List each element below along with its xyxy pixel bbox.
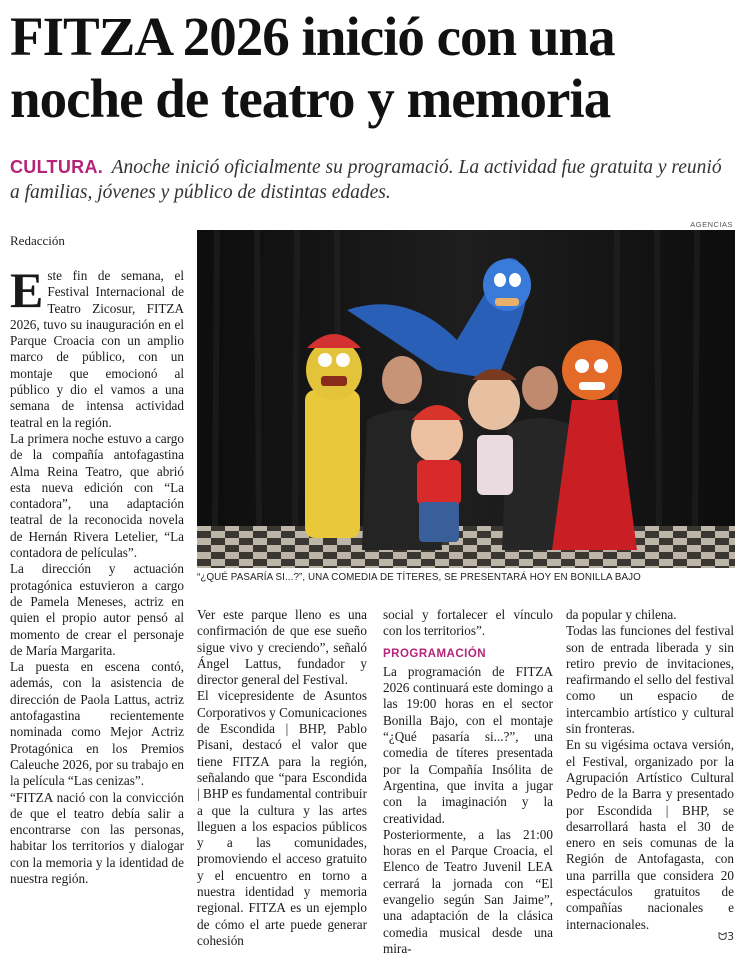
byline: Redacción [10, 233, 65, 248]
photo-credit: AGENCIAS [690, 220, 733, 229]
paragraph-6: Ver este parque lleno es una confirmación de que ese sueño sigue vivo y creciendo”, señaló Ángel Lattus, fundador y director general del Festival. [197, 607, 367, 688]
paragraph-8: social y fortalecer el vínculo con los territorios”. [383, 607, 553, 639]
paragraph-13: En su vigésima octava versión, el Festival, organizado por la Agrupación Artístico Cultural Pedro de la Barra y presentado por Escondida | BHP, se desarrollará hasta el 30 de enero en seis comunas de la Región de Antofagasta, con una parrilla que considera 20 espectáculos gratuitos de compañías nacionales e internacionales. [566, 737, 734, 932]
paragraph-1: Este fin de semana, el Festival Internacional de Teatro Zicosur, FITZA 2026, tuvo su inauguración en el Parque Croacia con un amplio marco de público, con un montaje que emocionó al público y dio el vamos a una semana de intensa actividad teatral en la región. [10, 262, 184, 430]
puppet-show-photo [197, 230, 735, 568]
paragraph-7: El vicepresidente de Asuntos Corporativos y Comunicaciones de Escondida | BHP, Pablo Pisani, destacó el valor que tiene FITZA para la región, señalando que “para Escondida | BHP es fundamental contribuir a que la cultura y las artes lleguen a los espacios públicos y a las comunidades, promoviendo el acceso gratuito y el encuentro en torno a nuestra identidad y memoria regional. FITZA es un ejemplo de cómo el arte puede generar cohesión [197, 688, 367, 948]
paragraph-2: La primera noche estuvo a cargo de la compañía antofagastina Alma Reina Teatro, que abrió esta nueva edición con “La contadora”, una adaptación teatral de la reconocida novela de Hernán Rivera Letelier, “La contadora de películas”. [10, 430, 184, 561]
lead-paragraph [10, 155, 732, 205]
paragraph-11: da popular y chilena. [566, 607, 677, 622]
paragraph-9: La programación de FITZA 2026 continuará este domingo a las 19:00 horas en el sector Bonilla Bajo, con el montaje “¿Qué pasaría si...?”, una comedia de títeres presentada por la Compañía Insólita de Argentina, que invita a jugar con la imaginación y la creatividad. [383, 663, 553, 826]
end-mark-icon: ᗢ3 [718, 930, 735, 943]
column-1 [10, 262, 184, 887]
paragraph-12: Todas las funciones del festival son de entrada liberada y sin retiro previo de invitaciones, reafirmando el sello del festival como un espacio de intercambio artístico y cultural sin fronteras. [566, 623, 734, 737]
paragraph-3: La dirección y actuación protagónica estuvieron a cargo de Pamela Meneses, actriz en quien el propio autor pensó al momento de crear el personaje de María Margarita. [10, 561, 184, 658]
paragraph-10: Posteriormente, a las 21:00 horas en el Parque Croacia, el Elenco de Teatro Juvenil LEA cerrará la jornada con “El evangelio según San Jaime”, una adaptación de la clásica comedia musical desde una mira- [383, 826, 553, 956]
section-label: CULTURA. [10, 157, 104, 177]
photo-caption: “¿QUÉ PASARÍA SI...?”, UNA COMEDIA DE TÍTERES, SE PRESENTARÁ HOY EN BONILLA BAJO [197, 572, 641, 583]
headline: FITZA 2026 inició con una noche de teatro y memoria [10, 6, 615, 129]
subhead-programacion: PROGRAMACIÓN [383, 647, 487, 660]
column-3 [383, 607, 553, 957]
paragraph-5: “FITZA nació con la convicción de que el teatro debía salir a encontrarse con las personas, habitar los territorios y dialogar con la memoria y la identidad de nuestra región. [10, 789, 184, 886]
lead-text: Anoche inició oficialmente su programació. La actividad fue gratuita y reunió a familias, jóvenes y público de distintas edades. [10, 157, 722, 203]
drop-cap: E [10, 262, 44, 318]
column-2 [197, 607, 367, 949]
paragraph-4: La puesta en escena contó, además, con la asistencia de dirección de Paola Lattus, actriz antofagastina recientemente nominada como Mejor Actriz Protagónica en los Premios Caleuche 2026, por su trabajo en la película “Las cenizas”. [10, 659, 184, 789]
photo-illustration [197, 230, 735, 568]
column-4 [566, 607, 734, 933]
